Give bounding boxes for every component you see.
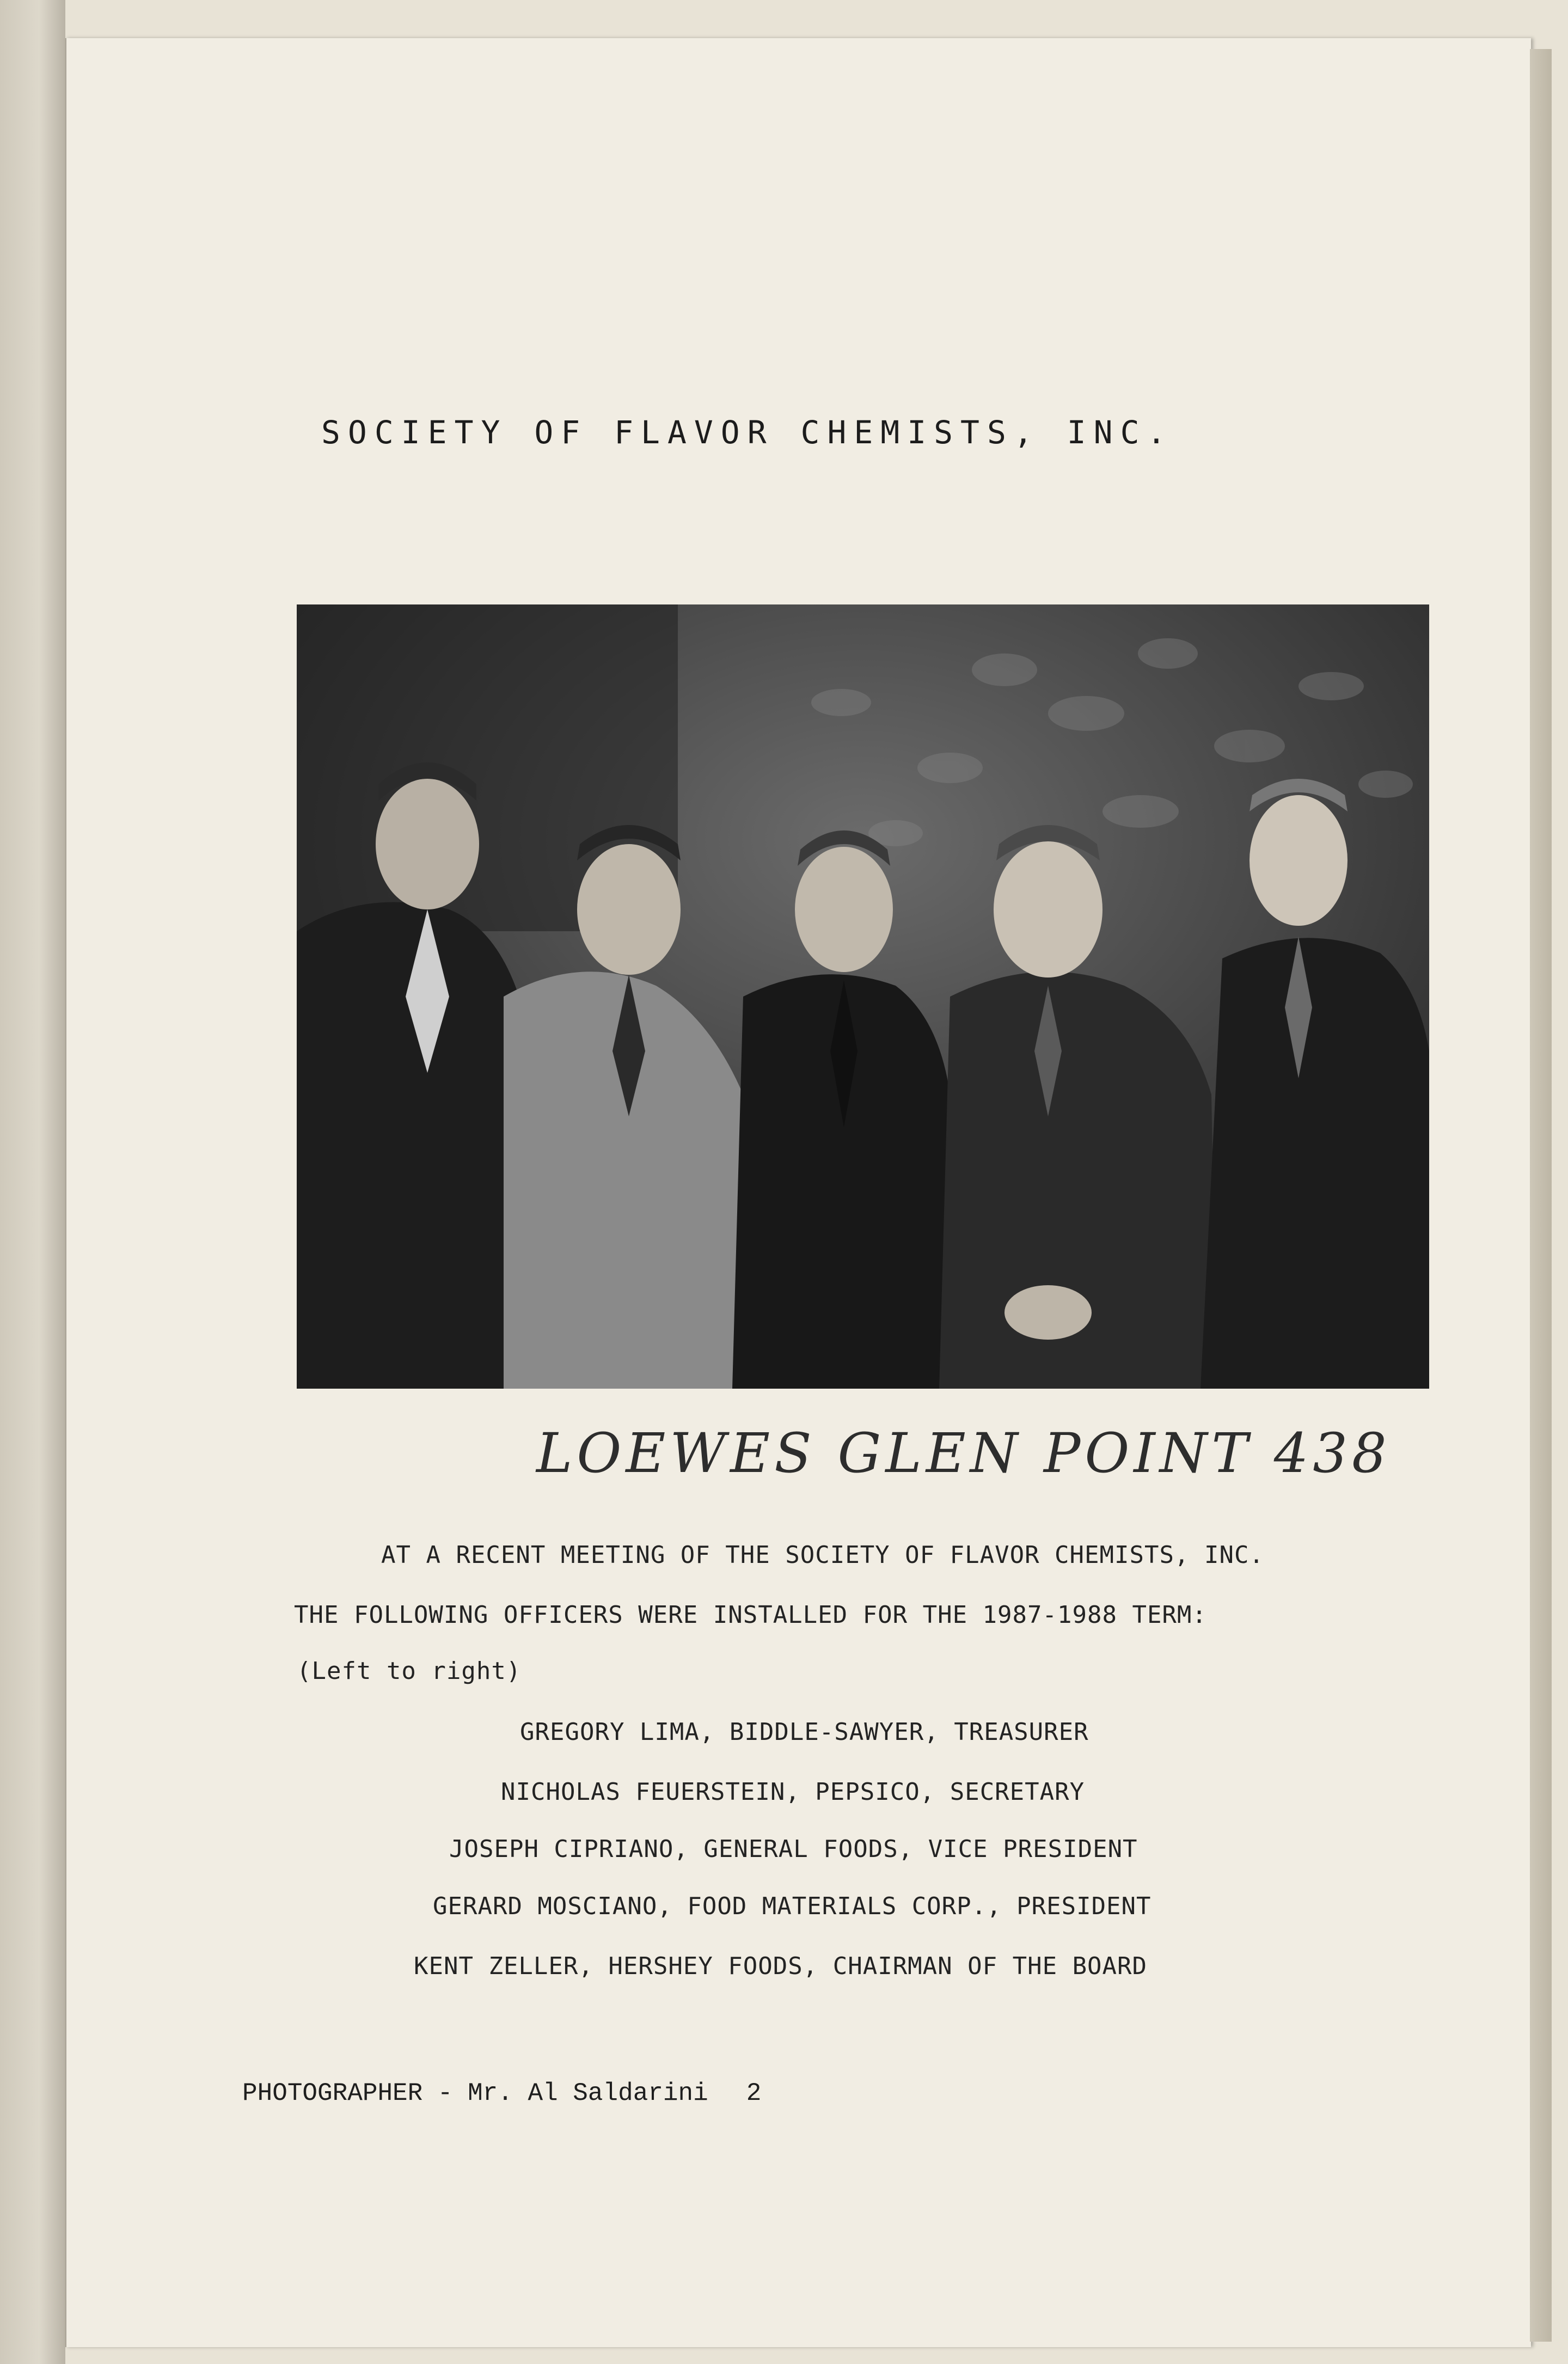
society-heading: SOCIETY OF FLAVOR CHEMISTS, INC. xyxy=(321,414,1174,451)
page-edge xyxy=(1530,49,1552,2342)
page-footer xyxy=(242,2079,761,2108)
handwritten-note: LOEWES GLEN POINT 438 xyxy=(536,1421,1391,1485)
officer-chairman: KENT ZELLER, HERSHEY FOODS, CHAIRMAN OF THE BOARD xyxy=(414,1952,1148,1980)
officers-group-photo xyxy=(297,604,1429,1389)
order-note: (Left to right) xyxy=(297,1657,522,1685)
person-silhouettes xyxy=(297,762,1429,1389)
intro-line-1: AT A RECENT MEETING OF THE SOCIETY OF FLAVOR CHEMISTS, INC. xyxy=(381,1541,1264,1569)
group-photo-image xyxy=(297,604,1429,1389)
binding-left-page xyxy=(0,0,65,2364)
intro-line-2: THE FOLLOWING OFFICERS WERE INSTALLED FOR THE 1987-1988 TERM: xyxy=(294,1601,1207,1629)
officer-president: GERARD MOSCIANO, FOOD MATERIALS CORP., PRESIDENT xyxy=(433,1892,1152,1920)
officer-treasurer: GREGORY LIMA, BIDDLE-SAWYER, TREASURER xyxy=(520,1718,1089,1746)
officer-secretary: NICHOLAS FEUERSTEIN, PEPSICO, SECRETARY xyxy=(501,1778,1085,1806)
page-number: 2 xyxy=(746,2079,762,2108)
photographer-credit: PHOTOGRAPHER - Mr. Al Saldarini xyxy=(242,2079,708,2108)
officer-vice-president: JOSEPH CIPRIANO, GENERAL FOODS, VICE PRESIDENT xyxy=(449,1835,1138,1863)
